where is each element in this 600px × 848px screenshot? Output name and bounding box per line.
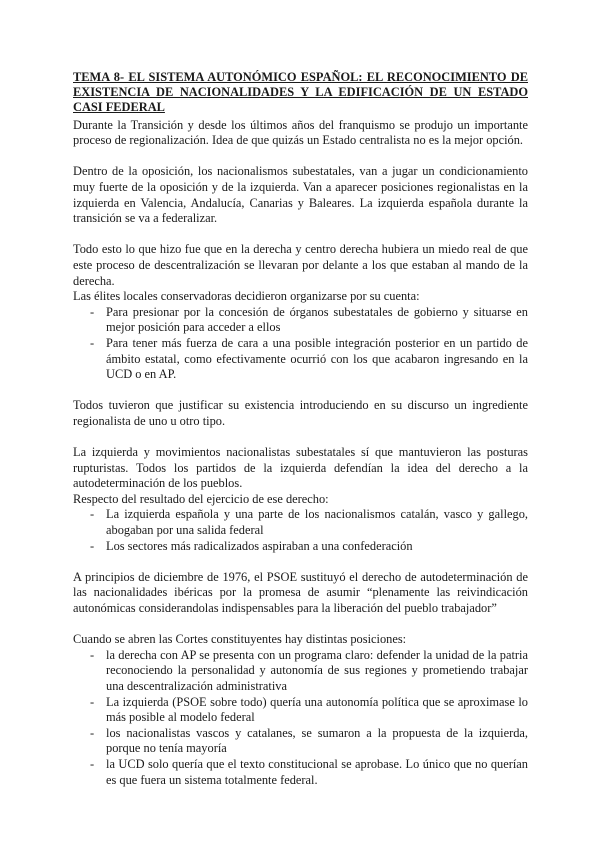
list-item: - Para presionar por la concesión de órganos subestatales de gobierno y situarse en mejor posición para acceder a ellos [73,305,528,336]
list-item: - La izquierda (PSOE sobre todo) quería una autonomía política que se aproximase lo más posible al modelo federal [73,695,528,726]
list-elites [73,305,528,383]
document-title: TEMA 8- EL SISTEMA AUTONÓMICO ESPAÑOL: EL RECONOCIMIENTO DE EXISTENCIA DE NACIONALIDADES Y LA EDIFICACIÓN DE UN ESTADO CASI FEDERAL [73,70,528,115]
list-posiciones [73,648,528,788]
list-resultado [73,507,528,554]
paragraph-cortes: Cuando se abren las Cortes constituyentes hay distintas posiciones: [73,632,407,647]
document-page [73,70,528,788]
paragraph-izquierda: La izquierda y movimientos nacionalistas subestatales sí que mantuvieron las posturas rupturistas. Todos los partidos de la izquierda defendían la idea del derecho a la autodeterminación de los pueblos. [73,445,528,491]
list-item: - la UCD solo quería que el texto constitucional se aprobase. Lo único que no querían es que fuera un sistema totalmente federal. [73,757,528,788]
list-item: - los nacionalistas vascos y catalanes, se sumaron a la propuesta de la izquierda, porque no tenía mayoría [73,726,528,757]
list-item: - La izquierda española y una parte de los nacionalismos catalán, vasco y gallego, abogaban por una salida federal [73,507,528,538]
paragraph-justificar: Todos tuvieron que justificar su existencia introduciendo en su discurso un ingrediente regionalista de uno u otro tipo. [73,398,528,428]
paragraph-derecha: Todo esto lo que hizo fue que en la derecha y centro derecha hubiera un miedo real de que este proceso de descentralización se llevaran por delante a los que estaban al mando de la derecha. [73,242,528,288]
paragraph-elites: Las élites locales conservadoras decidieron organizarse por su cuenta: [73,289,420,304]
paragraph-oposicion: Dentro de la oposición, los nacionalismos subestatales, van a jugar un condicionamiento muy fuerte de la oposición y de la izquierda. Van a aparecer posiciones regionalistas en la izquierda en Valencia, Andalucía, Canarias y Baleares. La izquierda española durante la transición se va a federalizar. [73,164,528,226]
list-item: - Para tener más fuerza de cara a una posible integración posterior en un partido de ámbito estatal, como efectivamente ocurrió con los que acabaron ingresando en la UCD o en AP. [73,336,528,383]
paragraph-transicion: Durante la Transición y desde los últimos años del franquismo se produjo un importante proceso de regionalización. Idea de que quizás un Estado centralista no es la mejor opción. [73,117,528,148]
paragraph-resultado: Respecto del resultado del ejercicio de ese derecho: [73,491,329,506]
list-item: - Los sectores más radicalizados aspiraban a una confederación [73,539,528,555]
paragraph-psoe-1976: A principios de diciembre de 1976, el PSOE sustituyó el derecho de autodeterminación de las nacionalidades ibéricas por la promesa de asumir “plenamente las reivindicación autonómicas considerandolas indispensables para la liberación del pueblo trabajador” [73,569,528,616]
list-item: - la derecha con AP se presenta con un programa claro: defender la unidad de la patria reconociendo la personalidad y autonomía de sus regiones y prometiendo trabajar una descentralización administrativa [73,648,528,695]
